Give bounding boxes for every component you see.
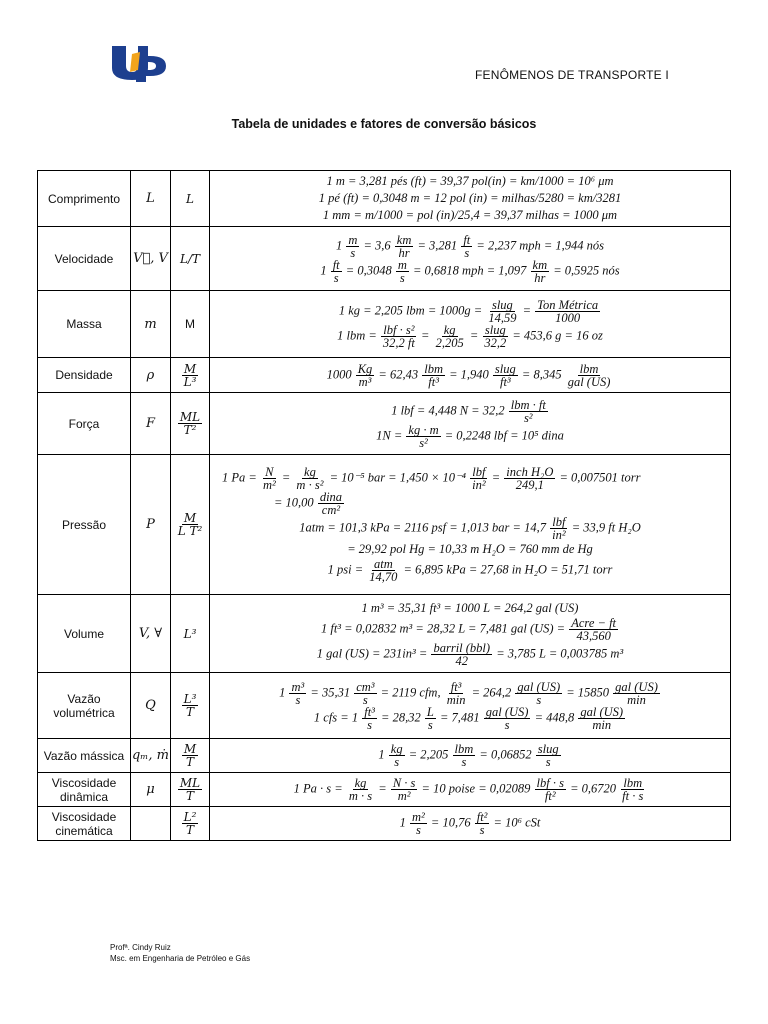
equation-line: 1 m³ = 35,31 ft³ = 1000 L = 264,2 gal (US) <box>361 601 579 615</box>
quantity-symbol: L <box>131 171 171 227</box>
equation-line: 1N = $\frac{kg \cdot m}{\text{s²}}$ = 0,2248 lbf = 10⁵ dina <box>376 422 564 450</box>
equation-line: 1 $\frac{kg}{s}$ = 2,205 $\frac{\text{lbm}}{s}$ = 0,06852 $\frac{\text{slug}}{s}$ <box>378 742 559 769</box>
conversion-equations <box>210 807 731 841</box>
equation-line: 1000 $\frac{Kg}{\text{m³}}$ = 62,43 $\frac{\text{lbm}}{\text{ft³}}$ = 1,940 $\frac{\text{slug}}{\text{ft³}}$ = 8,345 $\frac{\text{lbm}}{\text{gal (US)}}$ <box>326 361 611 389</box>
equation-line: 1 m = 3,281 pés (ft) = 39,37 pol(in) = km/1000 = 10⁶ μm <box>326 174 614 188</box>
equation-line: 1 cfs = 1 $\frac{\text{ft³}}{s}$ = 28,32 $\frac{L}{s}$ = 7,481 $\frac{\text{gal (US)}}{s}$ = 448,8 $\frac{\text{gal (US)}}{\min}$ <box>313 704 624 732</box>
quantity-name: Velocidade <box>38 227 131 291</box>
equation-line: 1 psi = $\frac{\text{atm}}{14,70}$ = 6,895 kPa = 27,68 in H₂O = 51,71 torr <box>327 557 613 584</box>
page-title: Tabela de unidades e fatores de conversão básicos <box>231 117 537 131</box>
table-row <box>38 807 731 841</box>
equation-line: 1 lbm = $\frac{\text{lbf · s²}}{32,2 ft}$ = $\frac{kg}{2,205}$ = $\frac{\text{slug}}{32,2}$ = 453,6 g = 16 oz <box>337 323 603 350</box>
equation-line: 1 Pa = $\frac{N}{\text{m²}}$ = $\frac{kg}{\text{m · s²}}$ = 10⁻⁵ bar = 1,450 × 10⁻⁴ $\frac{\text{lbf}}{\text{in²}}$ = $\frac{\text{inch H₂O}}{249,1}$ = 0,007501 torr <box>222 465 641 492</box>
table-row <box>38 673 731 739</box>
table-row <box>38 773 731 807</box>
quantity-dimension: L <box>171 171 210 227</box>
quantity-symbol: m <box>131 291 171 358</box>
conversion-table <box>37 170 731 841</box>
equation-line: 1 gal (US) = 231in³ = $\frac{\text{barril (bbl)}}{42}$ = 3,785 L = 0,003785 m³ <box>316 641 624 668</box>
quantity-name: Força <box>38 393 131 455</box>
equation-line: 1 $\frac{\text{m³}}{s}$ = 35,31 $\frac{\text{cm³}}{s}$ = 2119 cfm, $\frac{\text{ft³}}{\min}$ = 264,2 $\frac{\text{gal (US)}}{s}$ = 15850 $\frac{\text{gal (US)}}{\min}$ <box>279 679 658 707</box>
quantity-name: Vazão mássica <box>38 739 131 773</box>
quantity-dimension: L/T <box>171 227 210 291</box>
quantity-dimension: M <box>171 291 210 358</box>
quantity-dimension: $\frac{\text{L²}}{T}$ <box>171 807 210 841</box>
table-row <box>38 227 731 291</box>
quantity-symbol: Q <box>131 673 171 739</box>
quantity-name: Massa <box>38 291 131 358</box>
conversion-equations <box>210 393 731 455</box>
conversion-equations <box>210 171 731 227</box>
table-row <box>38 171 731 227</box>
quantity-symbol: F <box>131 393 171 455</box>
unp-logo <box>110 44 168 82</box>
quantity-symbol: V⃗, V <box>131 227 171 291</box>
quantity-symbol: ρ <box>131 358 171 393</box>
conversion-equations <box>210 773 731 807</box>
table-row <box>38 595 731 673</box>
author-credentials: Msc. em Engenharia de Petróleo e Gás <box>110 954 251 963</box>
quantity-symbol: P <box>131 455 171 595</box>
author-footer <box>110 942 250 964</box>
quantity-dimension: $\frac{\text{L³}}{T}$ <box>171 673 210 739</box>
equation-line: 1 mm = m/1000 = pol (in)/25,4 = 39,37 milhas = 1000 μm <box>322 208 618 222</box>
conversion-equations <box>210 455 731 595</box>
equation-line: = 10,00 $\frac{\text{dina}}{\text{cm²}}$ <box>274 490 343 517</box>
conversion-equations <box>210 358 731 393</box>
quantity-symbol: V, ∀ <box>131 595 171 673</box>
conversion-equations <box>210 595 731 673</box>
equation-line: 1 ft³ = 0,02832 m³ = 28,32 L = 7,481 gal (US) = $\frac{\text{Acre − ft}}{43,560}$ <box>320 616 617 643</box>
quantity-symbol <box>131 807 171 841</box>
equation-line: 1 $\frac{ft}{s}$ = 0,3048 $\frac{m}{s}$ = 0,6818 mph = 1,097 $\frac{km}{hr}$ = 0,5925 nós <box>320 257 620 285</box>
equation-line: 1 pé (ft) = 0,3048 m = 12 pol (in) = milhas/5280 = km/3281 <box>318 191 622 205</box>
quantity-name: Vazão volumétrica <box>38 673 131 739</box>
table-row <box>38 358 731 393</box>
quantity-name: Comprimento <box>38 171 131 227</box>
equation-line: = 29,92 pol Hg = 10,33 m H₂O = 760 mm de Hg <box>347 542 593 556</box>
quantity-name: Pressão <box>38 455 131 595</box>
course-title: FENÔMENOS DE TRANSPORTE I <box>475 68 669 82</box>
table-row <box>38 393 731 455</box>
quantity-dimension: $\frac{ML}{\text{T²}}$ <box>171 393 210 455</box>
conversion-equations <box>210 291 731 358</box>
table-row <box>38 455 731 595</box>
quantity-dimension: $\frac{ML}{T}$ <box>171 773 210 807</box>
quantity-dimension: $\frac{M}{\text{L T²}}$ <box>171 455 210 595</box>
quantity-name: Volume <box>38 595 131 673</box>
quantity-name: Densidade <box>38 358 131 393</box>
conversion-equations <box>210 227 731 291</box>
conversion-equations <box>210 673 731 739</box>
author-name: Profª. Cindy Ruiz <box>110 943 171 952</box>
table-row <box>38 291 731 358</box>
quantity-dimension: $\frac{M}{\text{L³}}$ <box>171 358 210 393</box>
equation-line: 1 Pa · s = $\frac{kg}{m \cdot s}$ = $\frac{N \cdot s}{\text{m²}}$ = 10 poise = 0,02089 $\frac{\text{lbf · s}}{\text{ft²}}$ = 0,6720 $\frac{\text{lbm}}{ft \cdot s}$ <box>293 776 644 803</box>
equation-line: 1 kg = 2,205 lbm = 1000g = $\frac{\text{slug}}{14,59}$ = $\frac{\text{Ton Métrica}}{1000}$ <box>338 298 599 325</box>
equation-line: 1 $\frac{\text{m²}}{s}$ = 10,76 $\frac{\text{ft²}}{s}$ = 10⁶ cSt <box>399 810 541 837</box>
equation-line: 1 $\frac{m}{s}$ = 3,6 $\frac{km}{hr}$ = 3,281 $\frac{ft}{s}$ = 2,237 mph = 1,944 nós <box>335 232 605 260</box>
quantity-name: Viscosidade cinemática <box>38 807 131 841</box>
equation-line: 1atm = 101,3 kPa = 2116 psf = 1,013 bar = 14,7 $\frac{\text{lbf}}{\text{in²}}$ = 33,9 ft H₂O <box>299 515 641 542</box>
table-row <box>38 739 731 773</box>
conversion-equations <box>210 739 731 773</box>
quantity-name: Viscosidade dinâmica <box>38 773 131 807</box>
quantity-symbol: qₘ, ṁ <box>131 739 171 773</box>
equation-line: 1 lbf = 4,448 N = 32,2 $\frac{\text{lbm · ft}}{\text{s²}}$ <box>391 397 546 425</box>
quantity-dimension: L³ <box>171 595 210 673</box>
quantity-dimension: $\frac{M}{T}$ <box>171 739 210 773</box>
quantity-symbol: μ <box>131 773 171 807</box>
